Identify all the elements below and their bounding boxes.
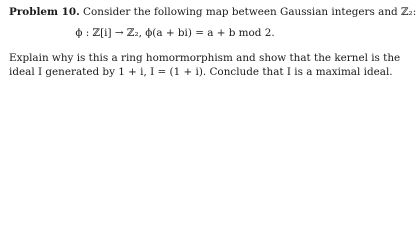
- problem-body-line-1: Explain why is this a ring homormorphism and show that the kernel is the: [9, 52, 401, 64]
- problem-body-line-2: ideal I generated by 1 + i, I = (1 + i). Conclude that I is a maximal ideal.: [9, 66, 393, 78]
- problem-page: [0, 0, 416, 98]
- map-formula: ϕ : ℤ[i] → ℤ₂, ϕ(a + bi) = a + b mod 2.: [75, 27, 275, 39]
- problem-intro: Consider the following map between Gaussian integers and ℤ₂:: [83, 6, 416, 18]
- problem-heading: Problem 10.: [9, 6, 80, 18]
- problem-statement-line: [9, 6, 416, 18]
